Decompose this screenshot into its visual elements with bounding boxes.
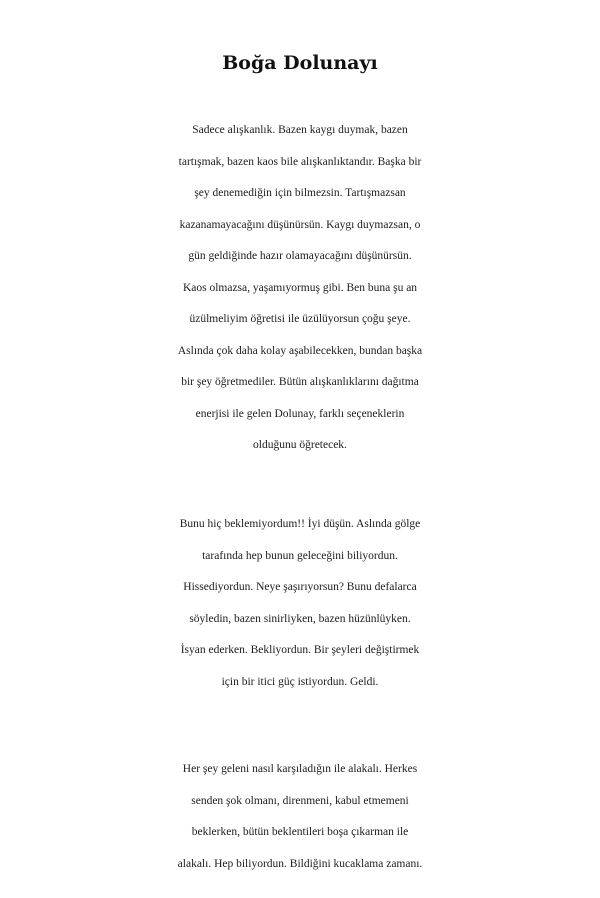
paragraph-line: Hissediyordun. Neye şaşırıyorsun? Bunu defalarca xyxy=(183,581,417,593)
paragraph-line: Sadece alışkanlık. Bazen kaygı duymak, bazen xyxy=(192,124,408,136)
paragraph-line: Her şey geleni nasıl karşıladığın ile alakalı. Herkes xyxy=(182,763,418,775)
paragraph-line: kazanamayacağını düşünürsün. Kaygı duymazsan, o xyxy=(179,218,421,231)
paragraph-line: alakalı. Hep biliyordun. Bildiğini kucaklama zamanı. xyxy=(177,857,423,870)
paragraph-line: şey denemediğin için bilmezsin. Tartışmazsan xyxy=(194,187,406,199)
paragraph-1 xyxy=(0,115,600,462)
paragraph-line: Aslında çok daha kolay aşabilecekken, bundan başka xyxy=(177,344,423,357)
paragraph-2 xyxy=(0,509,600,698)
paragraph-line: bir şey öğretmediler. Bütün alışkanlıklarını dağıtma xyxy=(181,376,419,388)
paragraph-line: tartışmak, bazen kaos bile alışkanlıktandır. Başka bir xyxy=(178,155,422,168)
paragraph-line: senden şok olmanı, direnmeni, kabul etmemeni xyxy=(191,794,409,807)
paragraph-line: için bir itici güç istiyordun. Geldi. xyxy=(221,675,379,688)
paragraph-line: beklerken, bütün beklentileri boşa çıkarman ile xyxy=(191,826,409,838)
paragraph-line: Kaos olmazsa, yaşamıyormuş gibi. Ben buna şu an xyxy=(182,281,418,294)
paragraph-line: enerjisi ile gelen Dolunay, farklı seçeneklerin xyxy=(195,407,405,420)
paragraph-line: gün geldiğinde hazır olamayacağını düşünürsün. xyxy=(188,250,412,262)
paragraph-3 xyxy=(0,754,600,880)
paragraph-line: olduğunu öğretecek. xyxy=(253,439,347,451)
paragraph-line: İsyan ederken. Bekliyordun. Bir şeyleri değiştirmek xyxy=(180,644,420,656)
paragraph-line: tarafında hep bunun geleceğini biliyordun. xyxy=(202,549,398,562)
paragraph-line: söyledin, bazen sinirliyken, bazen hüzünlüyken. xyxy=(189,612,411,625)
paragraph-line: Bunu hiç beklemiyordum!! İyi düşün. Aslında gölge xyxy=(179,518,421,530)
paragraph-line: üzülmeliyim öğretisi ile üzülüyorsun çoğu şeye. xyxy=(189,313,411,325)
document-title: Boğa Dolunayı xyxy=(222,52,378,74)
